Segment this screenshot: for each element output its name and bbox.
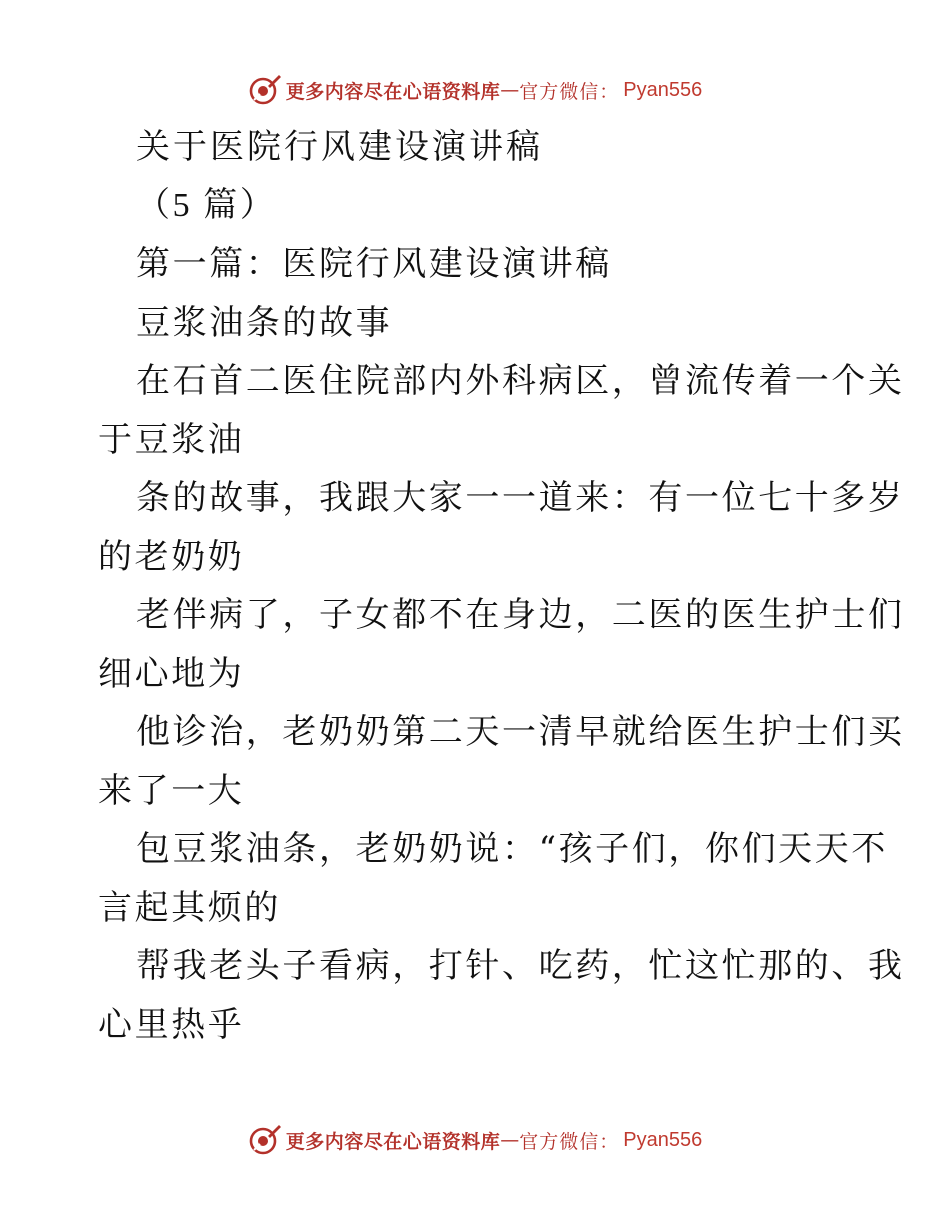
footer-banner — [0, 1122, 950, 1158]
banner-wechat-id: Pyan556 — [623, 78, 703, 101]
header-banner — [0, 72, 950, 108]
paragraph-line: 包豆浆油条，老奶奶说：“孩子们，你们天天不 — [136, 829, 888, 869]
paragraph-line: 条的故事，我跟大家一一道来：有一位七十多岁 — [136, 478, 905, 518]
paragraph-line: 于豆浆油 — [98, 419, 245, 460]
paragraph-line: 言起其烦的 — [98, 887, 281, 928]
banner-site-text: 更多内容尽在心语资料库 — [285, 1130, 501, 1153]
banner-wechat-label: 官方微信： — [519, 1130, 620, 1153]
pen-logo-icon — [248, 73, 282, 107]
story-subheading: 豆浆油条的故事 — [136, 302, 393, 343]
paragraph-line: 在石首二医住院部内外科病区，曾流传着一个关 — [136, 361, 905, 401]
banner-site-text: 更多内容尽在心语资料库 — [285, 80, 501, 103]
banner-dash: — — [500, 79, 520, 101]
paragraph-line: 心里热乎 — [98, 1004, 245, 1045]
paragraph-line: 帮我老头子看病，打针、吃药，忙这忙那的、我 — [136, 946, 905, 986]
banner-wechat-id: Pyan556 — [623, 1128, 703, 1151]
paragraph-line: 老伴病了，子女都不在身边，二医的医生护士们 — [136, 595, 905, 635]
paragraph-line: 的老奶奶 — [98, 536, 245, 577]
pen-logo-icon — [248, 1123, 282, 1157]
document-body — [98, 118, 905, 1054]
paragraph-line: 他诊治，老奶奶第二天一清早就给医生护士们买 — [136, 712, 905, 752]
article-count: （5 篇） — [136, 186, 277, 224]
paragraph-line: 来了一大 — [98, 770, 245, 811]
section-heading: 第一篇：医院行风建设演讲稿 — [136, 244, 612, 284]
document-title: 关于医院行风建设演讲稿 — [136, 127, 543, 167]
banner-wechat-label: 官方微信： — [519, 80, 620, 103]
banner-dash: — — [500, 1129, 520, 1151]
paragraph-line: 细心地为 — [98, 653, 245, 694]
